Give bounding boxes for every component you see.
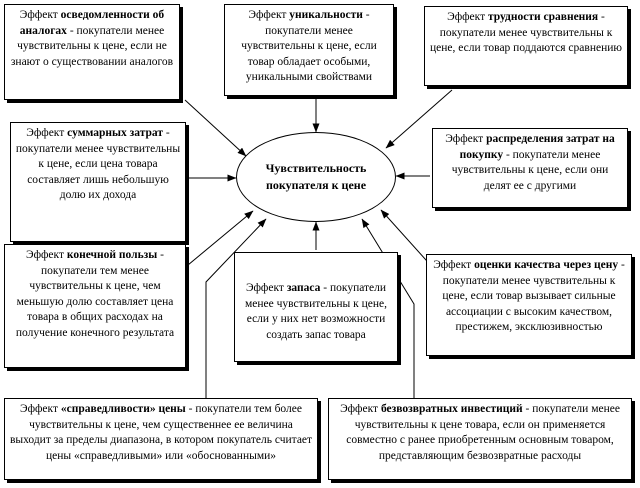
- effect-keyword: осведомленности об аналогах: [19, 9, 165, 37]
- effect-description: - покупатели менее чувствительны к цене, если они делят ее с другими: [451, 148, 609, 192]
- effect-keyword: запаса: [286, 282, 321, 294]
- effect-keyword: конечной пользы: [66, 249, 158, 261]
- arrow-awareness: [185, 100, 246, 156]
- effect-keyword: суммарных затрат: [67, 127, 164, 139]
- effect-comparison: [424, 6, 628, 86]
- center-node: [236, 132, 396, 222]
- effect-prefix: Эффект: [447, 11, 488, 23]
- effect-prefix: Эффект: [433, 259, 475, 271]
- effect-prefix: Эффект: [248, 9, 290, 21]
- effect-description: - покупатели менее чувствительны к цене, если товар вызывает сильные ассоциации с высоким качеством, престижем, эксклюзивностью: [442, 259, 625, 333]
- effect-fairness: [4, 398, 318, 480]
- effect-uniqueness: [224, 4, 394, 96]
- effect-description: - покупатели тем более чувствительны к цене, чем существеннее ее величина выходит за пределы диапазона, в котором покупатель считает цены «справедливыми» или «обоснованными»: [9, 403, 313, 462]
- center-label-line2: покупателя к цене: [265, 178, 367, 192]
- effect-description: - покупатели менее чувствительны к цене, если не знают о существовании аналогов: [10, 24, 174, 68]
- effect-description: - покупатели менее чувствительны к цене, если товар поддаются сравнению: [430, 11, 622, 54]
- effect-keyword: безвозвратных инвестиций: [380, 403, 523, 415]
- effect-keyword: «справедливости» цены: [60, 403, 186, 415]
- effect-prefix: Эффект: [26, 249, 67, 261]
- effect-shared-cost: [432, 128, 628, 208]
- effect-prefix: Эффект: [26, 127, 68, 139]
- effect-keyword: уникальности: [289, 9, 363, 21]
- effect-keyword: оценки качества через цену: [474, 259, 619, 271]
- effect-prefix: Эффект: [19, 9, 61, 21]
- effect-description: - покупатели тем менее чувствительны к цене, чем меньшую долю составляет цена товара в общих расходах на получение конечного результата: [15, 249, 175, 339]
- effect-description: - покупатели менее чувствительны к цене, если товар обладает особыми, уникальными свойствами: [241, 9, 377, 83]
- center-label: [266, 160, 367, 194]
- effect-end-benefit: [4, 244, 186, 368]
- center-label-line1: Чувствительность: [265, 161, 367, 175]
- effect-prefix: Эффект: [340, 403, 381, 415]
- effect-keyword: распределения затрат на покупку: [459, 133, 615, 161]
- effect-prefix: Эффект: [245, 282, 287, 294]
- effect-total-cost: [10, 122, 186, 242]
- effect-description: - покупатели менее чувствительны к цене, если цена товара составляет лишь небольшую долю их дохода: [15, 127, 181, 201]
- effect-description: - покупатели менее чувствительны к цене, если у них нет возможности создать запас товара: [245, 282, 387, 341]
- effect-inventory: [234, 252, 398, 362]
- effect-prefix: Эффект: [20, 403, 61, 415]
- effect-description: - покупатели менее чувствительны к цене товара, если он применяется совместно с ранее приобретенным основным товаром, представляющим безвозвратные расходы: [346, 403, 620, 462]
- effect-prefix: Эффект: [445, 133, 487, 145]
- effect-awareness: [4, 4, 180, 100]
- effect-quality: [426, 254, 632, 356]
- effect-keyword: трудности сравнения: [487, 11, 599, 23]
- effect-sunk-investment: [328, 398, 632, 480]
